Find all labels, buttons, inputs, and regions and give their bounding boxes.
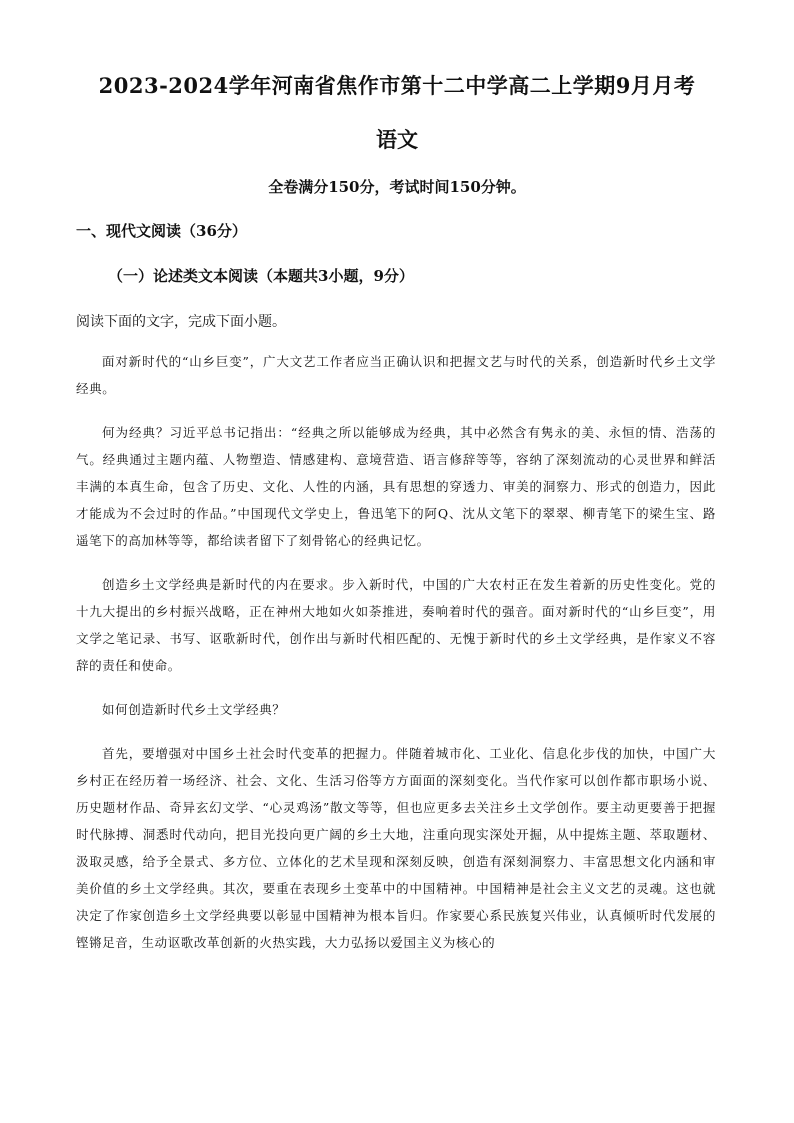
subsection-heading: （一）论述类文本阅读（本题共3小题，9分） [108, 267, 414, 285]
passage-paragraph: 创造乡土文学经典是新时代的内在要求。步入新时代，中国的广大农村正在发生着新的历史性变化。党的十九大提出的乡村振兴战略，正在神州大地如火如荼推进，奏响着时代的强音。面对新时代的“山乡巨变”，用文学之笔记录、书写、讴歌新时代，创作出与新时代相匹配的、无愧于新时代的乡土文学经典，是作家义不容辞的责任和使命。 [76, 577, 716, 673]
passage-paragraph: 如何创造新时代乡土文学经典？ [102, 702, 286, 717]
passage-paragraph: 何为经典？习近平总书记指出：“经典之所以能够成为经典，其中必然含有隽永的美、永恒的情、浩荡的气。经典通过主题内蕴、人物塑造、情感建构、意境营造、语言修辞等等，容纳了深刻流动的心灵世界和鲜活丰满的本真生命，包含了历史、文化、人性的内涵，具有思想的穿透力、审美的洞察力、形式的创造力，因此才能成为不会过时的作品。”中国现代文学史上，鲁迅笔下的阿Q、沈从文笔下的翠翠、柳青笔下的梁生宝、路遥笔下的高加林等等，都给读者留下了刻骨铭心的经典记忆。 [76, 425, 716, 548]
reading-instruction: 阅读下面的文字，完成下面小题。 [76, 314, 286, 330]
passage-paragraph: 首先，要增强对中国乡土社会时代变革的把握力。伴随着城市化、工业化、信息化步伐的加快，中国广大乡村正在经历着一场经济、社会、文化、生活习俗等方方面面的深刻变化。当代作家可以创作都市职场小说、历史题材作品、奇异玄幻文学、“心灵鸡汤”散文等等，但也应更多去关注乡土文学创作。要主动更要善于把握时代脉搏、洞悉时代动向，把目光投向更广阔的乡土大地，注重向现实深处开掘，从中提炼主题、萃取题材、汲取灵感，给予全景式、多方位、立体化的艺术呈现和深刻反映，创造有深刻洞察力、丰富思想文化内涵和审美价值的乡土文学经典。其次，要重在表现乡土变革中的中国精神。中国精神是社会主义文艺的灵魂。这也就决定了作家创造乡土文学经典要以彰显中国精神为根本旨归。作家要心系民族复兴伟业，认真倾听时代发展的铿锵足音，生动讴歌改革创新的火热实践，大力弘扬以爱国主义为核心的 [76, 746, 716, 950]
score-note: 全卷满分150分，考试时间150分钟。 [268, 178, 526, 196]
reading-passage [76, 348, 716, 973]
section-heading: 一、现代文阅读（36分） [76, 222, 247, 240]
subject-title: 语文 [376, 127, 418, 152]
exam-title: 2023-2024学年河南省焦作市第十二中学高二上学期9月月考 [98, 73, 696, 98]
passage-paragraph: 面对新时代的“山乡巨变”，广大文艺工作者应当正确认识和把握文艺与时代的关系，创造新时代乡土文学经典。 [76, 354, 716, 396]
